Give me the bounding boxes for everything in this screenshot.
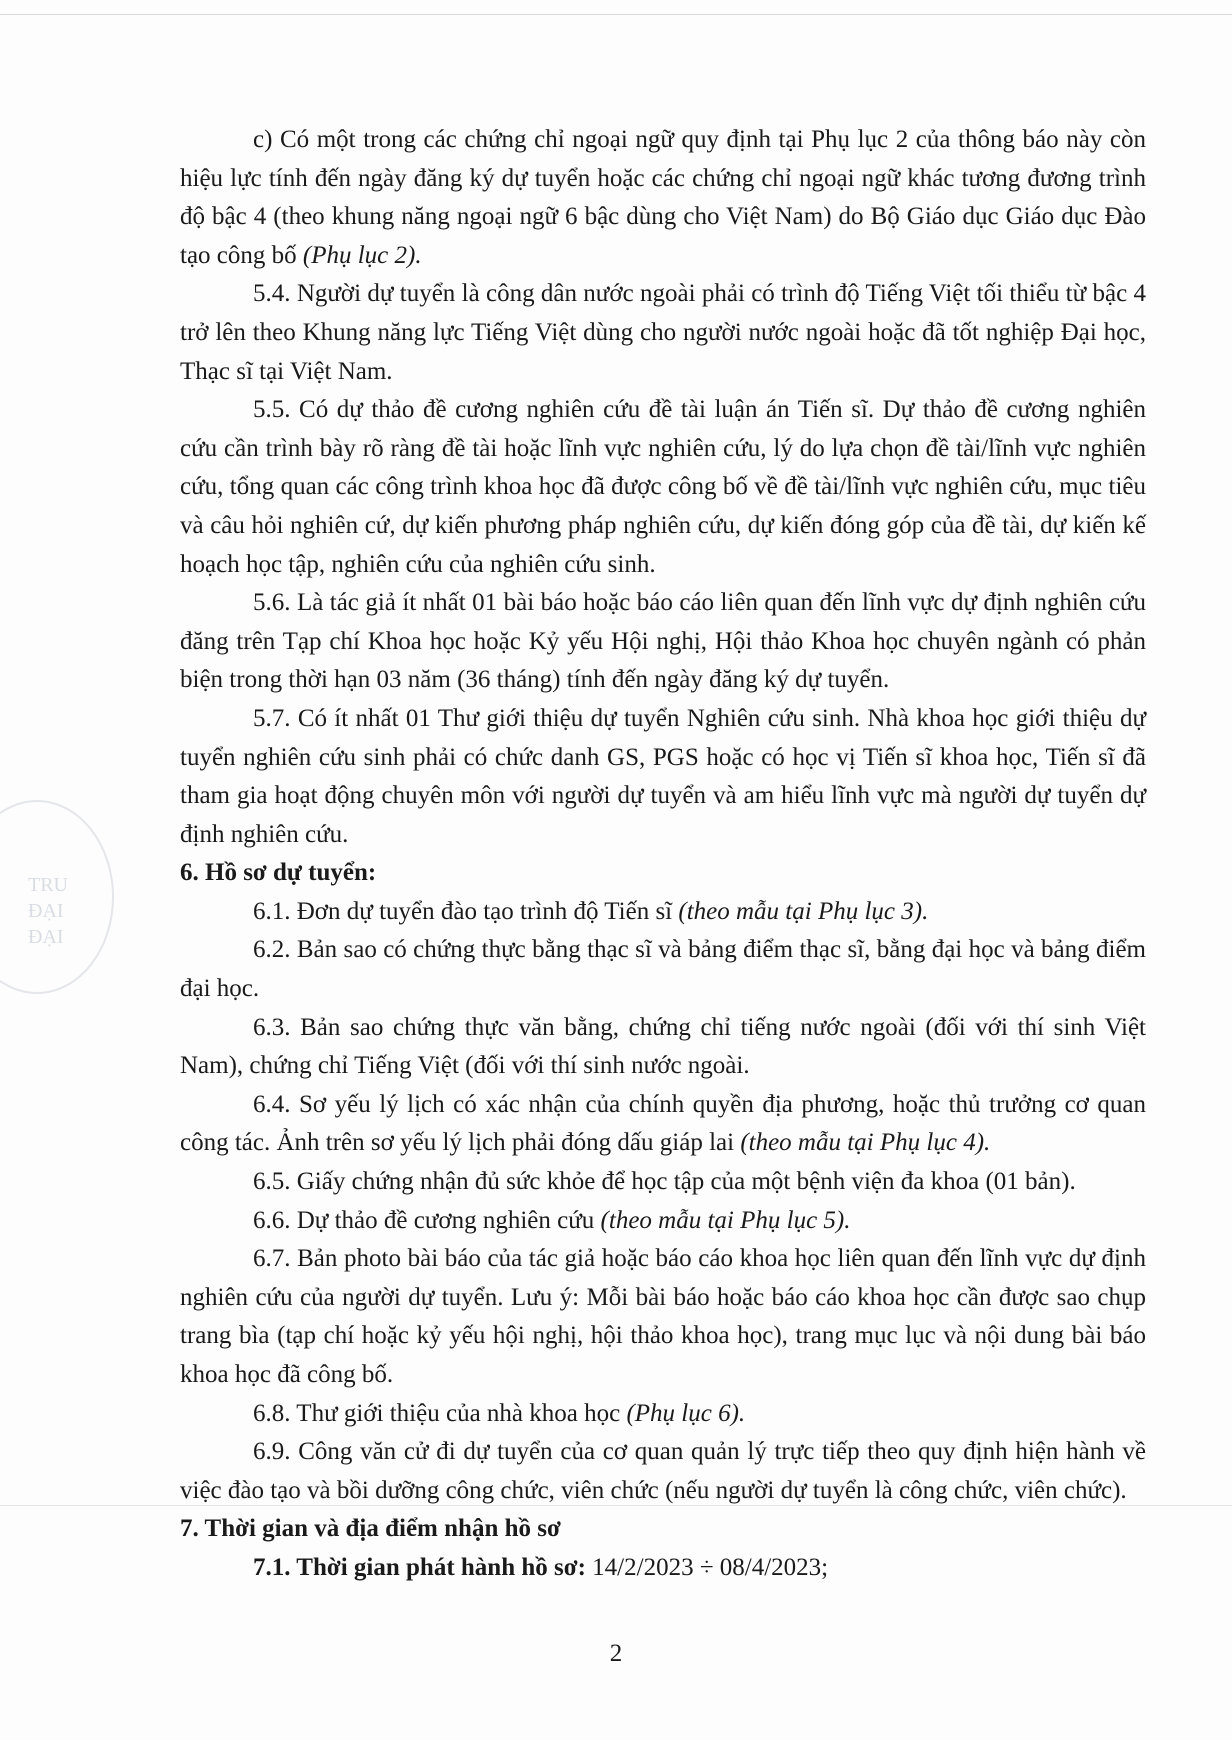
paragraph bbox=[180, 1549, 1146, 1588]
paragraph-text: c) Có một trong các chứng chỉ ngoại ngữ quy định tại Phụ lục 2 của thông báo này còn hiệu lực tính đến ngày đăng ký dự tuyển hoặc các chứng chỉ ngoại ngữ khác tương đương trình độ bậc 4 (theo khung năng ngoại ngữ 6 bậc dùng cho Việt Nam) do Bộ Giáo dục Giáo dục Đào tạo công bố bbox=[180, 126, 1146, 269]
paragraph bbox=[180, 121, 1146, 275]
italic-reference: (Phụ lục 2). bbox=[302, 241, 422, 269]
paragraph-text: 5.5. Có dự thảo đề cương nghiên cứu đề tài luận án Tiến sĩ. Dự thảo đề cương nghiên cứu cần trình bày rõ ràng đề tài hoặc lĩnh vực nghiên cứu, lý do lựa chọn đề tài/lĩnh vực nghiên cứu, tổng quan các công trình khoa học đã được công bố về đề tài/lĩnh vực nghiên cứu, mục tiêu và câu hỏi nghiên cứ, dự kiến phương pháp nghiên cứu, dự kiến đóng góp của đề tài, dự kiến kế hoạch học tập, nghiên cứu của nghiên cứu sinh. bbox=[180, 396, 1146, 578]
paragraph bbox=[180, 1086, 1146, 1163]
paragraph-text: 6. Hồ sơ dự tuyển: bbox=[180, 859, 377, 887]
paragraph bbox=[180, 1202, 1146, 1241]
paragraph-text: 6.9. Công văn cử đi dự tuyển của cơ quan quản lý trực tiếp theo quy định hiện hành về việc đào tạo và bồi dưỡng công chức, viên chức (nếu người dự tuyển là công chức, viên chức). bbox=[180, 1438, 1146, 1504]
paragraph bbox=[180, 1395, 1146, 1434]
paragraph-text: 6.3. Bản sao chứng thực văn bằng, chứng chỉ tiếng nước ngoài (đối với thí sinh Việt Nam), chứng chỉ Tiếng Việt (đối với thí sinh nước ngoài. bbox=[180, 1013, 1146, 1080]
paragraph bbox=[180, 275, 1146, 391]
paragraph bbox=[180, 1009, 1146, 1086]
italic-reference: (theo mẫu tại Phụ lục 5). bbox=[600, 1206, 851, 1234]
paragraph-text: 6.1. Đơn dự tuyển đào tạo trình độ Tiến sĩ bbox=[253, 897, 679, 925]
paragraph bbox=[180, 893, 1146, 932]
paragraph bbox=[180, 391, 1146, 584]
paragraph-text: 5.7. Có ít nhất 01 Thư giới thiệu dự tuyển Nghiên cứu sinh. Nhà khoa học giới thiệu dự tuyển nghiên cứu sinh phải có chức danh GS, PGS hoặc có học vị Tiến sĩ khoa học, Tiến sĩ đã tham gia hoạt động chuyên môn với người dự tuyển và am hiểu lĩnh vực mà người dự tuyển dự định nghiên cứu. bbox=[180, 704, 1146, 848]
paragraph bbox=[180, 700, 1146, 854]
section-heading bbox=[180, 854, 1146, 893]
stamp-text-3: ĐẠI bbox=[28, 926, 64, 948]
italic-reference: (Phụ lục 6). bbox=[626, 1399, 746, 1427]
bold-label: 7.1. Thời gian phát hành hồ sơ: bbox=[253, 1553, 586, 1581]
paragraph-text: 6.6. Dự thảo đề cương nghiên cứu bbox=[253, 1206, 601, 1234]
paragraph bbox=[180, 1433, 1146, 1510]
paragraph-text: 5.4. Người dự tuyển là công dân nước ngoài phải có trình độ Tiếng Việt tối thiểu từ bậc 4 trở lên theo Khung năng lực Tiếng Việt dùng cho người nước ngoài hoặc đã tốt nghiệp Đại học, Thạc sĩ tại Việt Nam. bbox=[180, 280, 1146, 385]
paragraph-text: 7. Thời gian và địa điểm nhận hồ sơ bbox=[180, 1515, 561, 1543]
paragraph bbox=[180, 1240, 1146, 1394]
paragraph-text: 6.5. Giấy chứng nhận đủ sức khỏe để học tập của một bệnh viện đa khoa (01 bản). bbox=[253, 1168, 1076, 1196]
stamp-text-1: TRU bbox=[28, 874, 68, 896]
paragraph-text: 6.4. Sơ yếu lý lịch có xác nhận của chính quyền địa phương, hoặc thủ trưởng cơ quan công tác. Ảnh trên sơ yếu lý lịch phải đóng dấu giáp lai bbox=[180, 1090, 1146, 1157]
paragraph bbox=[180, 931, 1146, 1008]
italic-reference: (theo mẫu tại Phụ lục 4). bbox=[740, 1129, 991, 1157]
document-body bbox=[180, 121, 1146, 1588]
paragraph-text: 6.8. Thư giới thiệu của nhà khoa học bbox=[253, 1399, 627, 1427]
page-number: 2 bbox=[609, 1640, 623, 1667]
paragraph-text: 6.7. Bản photo bài báo của tác giả hoặc báo cáo khoa học liên quan đến lĩnh vực dự định nghiên cứu của người dự tuyển. Lưu ý: Mỗi bài báo hoặc báo cáo khoa học cần được sao chụp trang bìa (tạp chí hoặc kỷ yếu hội nghị, hội thảo khoa học), trang mục lục và nội dung bài báo khoa học đã công bố. bbox=[180, 1245, 1146, 1388]
italic-reference: (theo mẫu tại Phụ lục 3). bbox=[678, 897, 929, 925]
paragraph-text: 5.6. Là tác giả ít nhất 01 bài báo hoặc báo cáo liên quan đến lĩnh vực dự định nghiên cứu đăng trên Tạp chí Khoa học hoặc Kỷ yếu Hội nghị, Hội thảo Khoa học chuyên ngành có phản biện trong thời hạn 03 năm (36 tháng) tính đến ngày đăng ký dự tuyển. bbox=[180, 589, 1146, 694]
section-heading bbox=[180, 1510, 1146, 1549]
stamp-text-2: ĐẠI bbox=[28, 900, 64, 922]
paragraph bbox=[180, 584, 1146, 700]
paragraph-text: 6.2. Bản sao có chứng thực bằng thạc sĩ và bảng điểm thạc sĩ, bằng đại học và bảng điểm đại học. bbox=[180, 936, 1146, 1003]
scan-edge-top bbox=[0, 14, 1232, 15]
paragraph-text: 14/2/2023 ÷ 08/4/2023; bbox=[585, 1553, 829, 1581]
paragraph bbox=[180, 1163, 1146, 1202]
faded-stamp bbox=[0, 800, 114, 994]
